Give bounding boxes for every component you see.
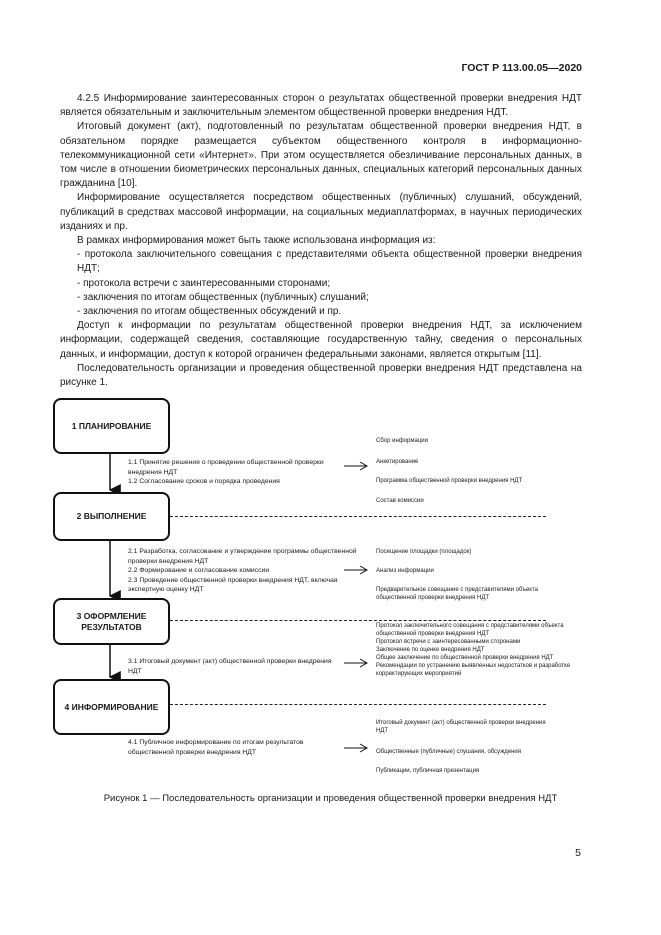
task-list xyxy=(128,738,343,757)
activity-item: Сбор информации xyxy=(376,438,428,444)
activity-item xyxy=(376,622,580,678)
activity-item: Общественные (публичные) слушания, обсуждения xyxy=(376,749,521,755)
paragraph: 4.2.5 Информирование заинтересованных сторон о результатах общественной проверки внедрения НДТ является обязательным и заключительным элементом общественной проверки внедрения НДТ. xyxy=(60,93,582,119)
task-list xyxy=(128,547,360,595)
activity-item: Состав комиссии xyxy=(376,498,424,504)
paragraph: В рамках информирования может быть также использована информация из: xyxy=(77,235,436,247)
document-id: ГОСТ Р 113.00.05—2020 xyxy=(461,62,582,74)
activity-item: Итоговый документ (акт) общественной проверки внедрения НДТ xyxy=(376,720,546,734)
task-item: 2.1 Разработка, согласование и утверждение программы общественной проверки внедрения НДТ xyxy=(128,548,357,565)
task-item: 3.1 Итоговый документ (акт) общественной проверки внедрения НДТ xyxy=(128,658,332,675)
task-item: 4.1 Публичное информирование по итогам результатов общественной проверки внедрения НДТ xyxy=(128,739,304,756)
stage-informing: 4 ИНФОРМИРОВАНИЕ xyxy=(53,679,170,735)
separator-line xyxy=(170,516,546,517)
paragraph: Доступ к информации по результатам общественной проверки внедрения НДТ, за исключением информации, содержащей сведения, составляющие государственную тайну, сведения о персональных данных, и информации, доступ к которой ограничен федеральными законами, является открытым [11]. xyxy=(60,320,582,360)
activity-line: Протокол заключительного совещания с представителями объекта общественной проверки внедрения НДТ xyxy=(376,623,564,637)
bullet-item: - заключения по итогам общественных (публичных) слушаний; xyxy=(77,291,369,303)
activity-line: Заключение по оценке внедрения НДТ xyxy=(376,647,485,653)
activity-item: Анкетирование xyxy=(376,459,419,465)
task-item: 2.2 Формирование и согласование комиссии xyxy=(128,567,270,574)
task-item: 2.3 Проведение общественной проверки внедрения НДТ, включая экспертную оценку НДТ xyxy=(128,576,338,593)
separator-line xyxy=(170,704,546,705)
paragraph: Итоговый документ (акт), подготовленный по результатам общественной проверки внедрения НДТ, в обязательном порядке размещается субъектом общественного контроля в информационно-телекоммуникационной сети «Интернет». При этом осуществляется обезличивание персональных данных, в том числе в отношении биометрических персональных данных, специальных категорий персональных данных гражданина [10]. xyxy=(60,121,582,190)
activity-item: Программа общественной проверки внедрения НДТ xyxy=(376,478,523,484)
activity-item: Публикации, публичная презентация xyxy=(376,768,480,774)
activity-item: Предварительное совещание с представителями объекта общественной проверки внедрения НДТ xyxy=(376,587,539,601)
activity-item: Посещение площадки (площадок) xyxy=(376,549,472,555)
task-item: 1.1 Принятие решения о проведении общественной проверки внедрения НДТ xyxy=(128,459,324,476)
stage-results: 3 ОФОРМЛЕНИЕ РЕЗУЛЬТАТОВ xyxy=(53,598,170,645)
activity-line: Рекомендации по устранению выявленных недостатков и разработке корректирующих мероприятий xyxy=(376,663,571,677)
paragraph: Информирование осуществляется посредством общественных (публичных) слушаний, обсуждений, публикаций в средствах массовой информации, на социальных медиаплатформах, в научных периодических изданиях и пр. xyxy=(60,192,582,232)
stage-planning: 1 ПЛАНИРОВАНИЕ xyxy=(53,398,170,454)
page-number: 5 xyxy=(575,847,581,859)
separator-line xyxy=(170,620,546,621)
bullet-item: - протокола заключительного совещания с представителями объекта общественной проверки внедрения НДТ; xyxy=(77,249,582,275)
bullet-item: - протокола встречи с заинтересованными сторонами; xyxy=(77,277,331,289)
task-list xyxy=(128,458,343,487)
activity-item: Анализ информации xyxy=(376,568,434,574)
activity-line: Общее заключение по общественной проверки внедрения НДТ xyxy=(376,655,554,661)
task-item: 1.2 Согласование сроков и порядка проведения xyxy=(128,478,280,485)
task-list xyxy=(128,657,343,676)
activity-line: Протокол встречи с заинтересованными сторонами xyxy=(376,639,521,645)
stage-execution: 2 ВЫПОЛНЕНИЕ xyxy=(53,492,170,541)
figure-caption: Рисунок 1 — Последовательность организации и проведения общественной проверки внедрения НДТ xyxy=(103,793,558,804)
bullet-item: - заключения по итогам общественных обсуждений и пр. xyxy=(77,306,342,318)
paragraph: Последовательность организации и проведения общественной проверки внедрения НДТ представлена на рисунке 1. xyxy=(60,362,582,389)
